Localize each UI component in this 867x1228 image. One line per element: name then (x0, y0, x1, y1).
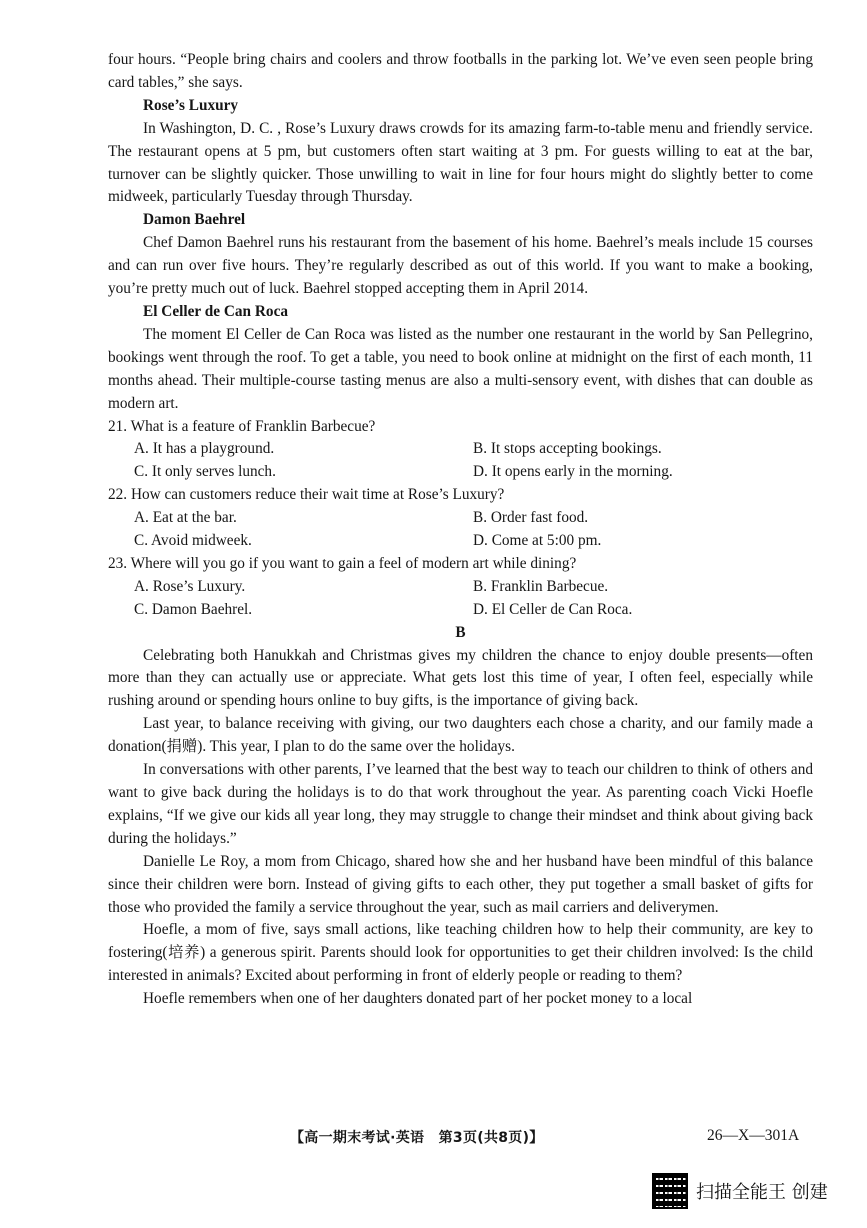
section-text: The moment El Celler de Can Roca was listed as the number one restaurant in the world by San Pellegrino, bookings went through the roof. To get a table, you need to book online at midnight on the first of each month, 11 months ahead. Their multiple-course tasting menus are also a multi-sensory event, with dishes that can double as modern art. (108, 325, 813, 412)
question-stem: 23. Where will you go if you want to gain a feel of modern art while dining? (108, 554, 577, 572)
option-d: D. It opens early in the morning. (473, 463, 673, 481)
section-heading: Rose’s Luxury (143, 96, 239, 114)
section-text: Chef Damon Baehrel runs his restaurant from the basement of his home. Baehrel’s meals include 15 courses and can run over five hours. They’re regularly described as out of this world. If you want to make a booking, you’re pretty much out of luck. Baehrel stopped accepting them in April 2014. (108, 234, 813, 298)
option-b: B. Franklin Barbecue. (473, 577, 609, 595)
passage-a-intro: four hours. “People bring chairs and coolers and throw footballs in the parking lot. We’ve even seen people bring card tables,” she says. (108, 51, 813, 91)
question-21 (108, 416, 813, 485)
footer-code: 26—X—301A (707, 1127, 800, 1144)
scanner-watermark (652, 1172, 828, 1210)
watermark-text: 扫描全能王 创建 (696, 1182, 828, 1203)
option-d: D. Come at 5:00 pm. (473, 532, 602, 550)
option-d: D. El Celler de Can Roca. (473, 600, 633, 618)
passage-b-paragraph: Danielle Le Roy, a mom from Chicago, shared how she and her husband have been mindful of this balance since their children were born. Instead of giving gifts to each other, they put together a small basket of gifts for those who provided the family a service throughout the year, such as mail carriers and deliverymen. (108, 852, 813, 916)
section-heading: El Celler de Can Roca (143, 302, 289, 320)
section-heading: Damon Baehrel (143, 211, 246, 229)
question-stem: 22. How can customers reduce their wait time at Rose’s Luxury? (108, 486, 505, 504)
question-23 (108, 553, 813, 622)
passage-b-label: B (455, 623, 466, 641)
section-el-celler (108, 301, 813, 416)
section-damon-baehrel (108, 209, 813, 301)
section-text: In Washington, D. C. , Rose’s Luxury draws crowds for its amazing farm-to-table menu and friendly service. The restaurant opens at 5 pm, but customers often start waiting at 3 pm. For guests willing to eat at the bar, turnover can be slightly quicker. Those unwilling to wait in line for four hours might do slightly better to come midweek, particularly Tuesday through Thursday. (108, 119, 813, 206)
option-c: C. It only serves lunch. (134, 463, 276, 481)
question-stem: 21. What is a feature of Franklin Barbecue? (108, 417, 376, 435)
option-c: C. Avoid midweek. (134, 532, 252, 550)
passage-b-paragraph: Celebrating both Hanukkah and Christmas gives my children the chance to enjoy double presents—often more than they can actually use or appreciate. What gets lost this time of year, I often feel, especially while rushing around or spending hours online to buy gifts, is the importance of giving back. (108, 646, 813, 710)
section-roses-luxury (108, 95, 813, 210)
passage-b-paragraph: Last year, to balance receiving with giving, our two daughters each chose a charity, and our family made a donation(捐赠). This year, I plan to do the same over the holidays. (108, 715, 813, 756)
option-a: A. Rose’s Luxury. (134, 577, 246, 595)
passage-b-paragraph: Hoefle, a mom of five, says small actions, like teaching children how to help their community, are key to fostering(培养) a generous spirit. Parents should look for opportunities to get their children involved: Is the child interested in animals? Excited about performing in front of elderly people or reading to them? (108, 921, 813, 985)
option-c: C. Damon Baehrel. (134, 600, 253, 618)
question-22 (108, 484, 813, 553)
passage-b-paragraph: Hoefle remembers when one of her daughters donated part of her pocket money to a local (143, 990, 693, 1008)
footer-title: 【高一期末考试·英语 第3页(共8页)】 (290, 1130, 544, 1146)
qr-code-icon (652, 1173, 688, 1209)
option-a: A. Eat at the bar. (134, 509, 237, 527)
option-b: B. It stops accepting bookings. (473, 440, 662, 458)
option-a: A. It has a playground. (134, 440, 275, 458)
passage-b-paragraph: In conversations with other parents, I’ve learned that the best way to teach our children to think of others and want to give back during the holidays is to do that work throughout the year. As parenting coach Vicki Hoefle explains, “If we give our kids all year long, they may struggle to change their mindset and think about giving back during the holidays.” (108, 761, 813, 847)
option-b: B. Order fast food. (473, 509, 589, 527)
page-content (108, 49, 813, 1011)
